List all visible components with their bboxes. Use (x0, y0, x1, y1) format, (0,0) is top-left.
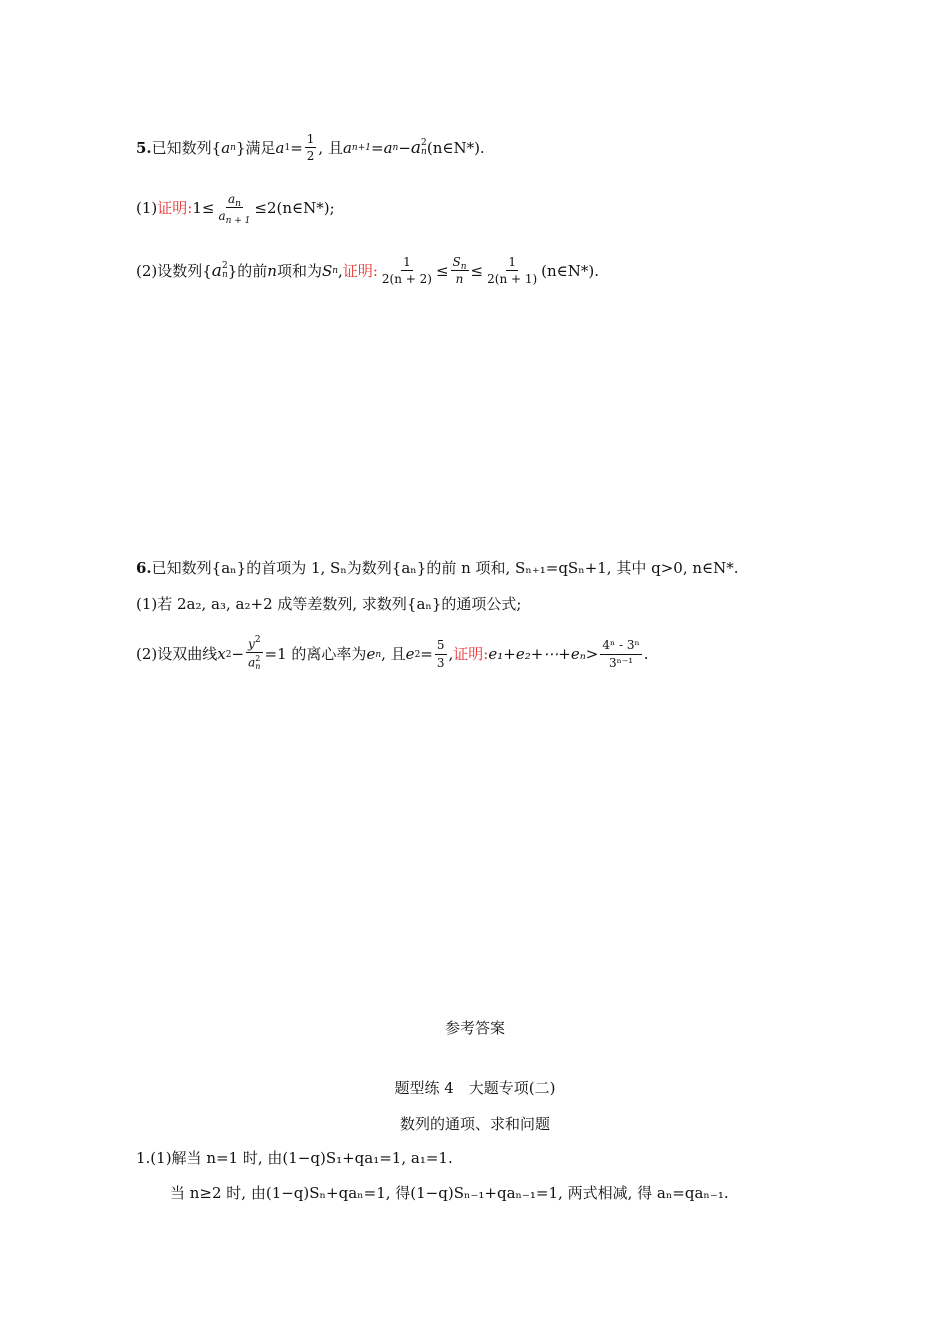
answers-title: 参考答案 (444, 1019, 505, 1037)
fraction-y2-over-an2: $y^2$ a 2 n (248, 635, 261, 672)
proof-label: 证明: (453, 645, 489, 664)
fraction-sn-over-n: $\frac{S_n}{n}$ (452, 255, 467, 287)
fraction-five-thirds: $\frac{5}{3}$ (436, 638, 445, 670)
problem-6-part-2: (2)设双曲线 x 2 − $y^2$ a 2 n =1 的离心率为 e n , 且 e 2 = $\frac{5}{3}$ , 证明: e₁+e₂+⋯+eₙ> $\frac{\text{4ⁿ - 3ⁿ}}{\text{3ⁿ⁻¹}}$ . (136, 635, 649, 672)
problem-6-part-1: (1)若 2a₂, a₃, a₂+2 成等差数列, 求数列{aₙ}的通项公式; (136, 595, 522, 613)
problem-6-statement: 6. 已知数列{aₙ}的首项为 1, Sₙ为数列{aₙ}的前 n 项和, Sₙ₊₁=qSₙ+1, 其中 q>0, n∈N*. (136, 559, 739, 577)
problem-5-statement: 5. 已知数列{ a n }满足 a 1 = $\frac{1}{2}$ , 且 a n+1 = a n − a 2 n (n∈N*). (136, 132, 485, 164)
problem-5-part-1: (1) 证明: 1≤ $\frac{a_n}{a_{n + 1}}$ ≤2(n∈N*); (136, 192, 335, 227)
fraction-one-half: $\frac{1}{2}$ (306, 132, 315, 164)
proof-label: 证明: (157, 198, 193, 217)
problem-5-part-2: (2) 设数列{ a 2 n }的前 n 项和为 S n , 证明: $\frac{1}{2(n + 2)}$ ≤ $\frac{S_n}{n}$ ≤ $\frac{1}{2(n + 1)}$ (n∈N*). (136, 255, 600, 287)
answer-1-line-2: 当 n≥2 时, 由(1−q)Sₙ+qaₙ=1, 得(1−q)Sₙ₋₁+qaₙ₋₁=1, 两式相减, 得 aₙ=qaₙ₋₁. (170, 1184, 729, 1202)
fraction-1-over-2n1: $\frac{1}{2(n + 1)}$ (487, 255, 538, 287)
fraction-1-over-2n2: $\frac{1}{2(n + 2)}$ (381, 255, 432, 287)
fraction-an-over-an1: $\frac{a_n}{a_{n + 1}}$ (218, 192, 251, 227)
proof-label: 证明: (342, 261, 378, 280)
problem-number: 5. (136, 138, 152, 157)
section-subtitle: 数列的通项、求和问题 (399, 1115, 550, 1133)
problem-number: 6. (136, 559, 152, 577)
answer-1-line-1: 1.(1)解当 n=1 时, 由(1−q)S₁+qa₁=1, a₁=1. (136, 1149, 453, 1167)
section-title: 题型练 4 大题专项(二) (394, 1079, 556, 1097)
fraction-4n-3n-over-3n1: $\frac{\text{4ⁿ - 3ⁿ}}{\text{3ⁿ⁻¹}}$ (602, 638, 640, 670)
